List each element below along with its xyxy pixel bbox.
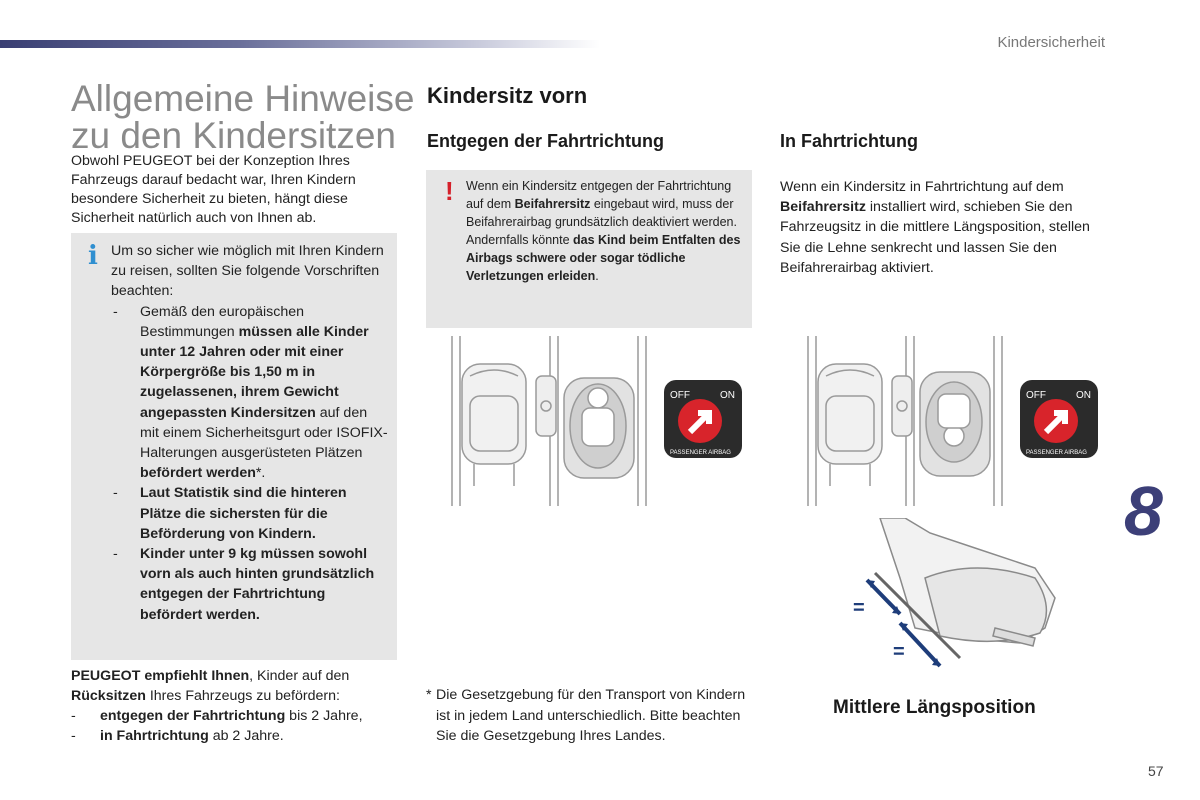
forward-facing-heading: In Fahrtrichtung xyxy=(780,131,918,151)
airbag-on-sign-2 xyxy=(1020,380,1098,458)
chapter-number: 8 xyxy=(1124,472,1163,550)
warning-icon: ! xyxy=(445,176,454,206)
seat-position-caption: Mittlere Längsposition xyxy=(833,697,1036,718)
info-text xyxy=(111,241,389,625)
footnote-text: Die Gesetzgebung für den Transport von Kindern ist in jedem Land unterschiedlich. Bitte beachten Sie die Gesetzgebung Ihres Landes. xyxy=(436,687,746,744)
forward-facing-illustration xyxy=(786,336,1116,514)
footnote xyxy=(426,685,746,747)
section-heading: Kindersitz vorn xyxy=(427,83,588,108)
airbag-on-label: ON xyxy=(720,390,735,401)
equal-mark-2: = xyxy=(893,641,905,663)
warning-text: Wenn ein Kindersitz entgegen der Fahrtrichtung auf dem Beifahrersitz eingebaut wird, muss der Beifahrerairbag grundsätzlich deaktiviert werden. Andernfalls könnte das Kind beim Entfalten des Airbags schwere oder sogar tödliche Verletzungen erleiden. xyxy=(466,179,741,283)
info-lead: Um so sicher wie möglich mit Ihren Kindern zu reisen, sollten Sie folgende Vorschriften beachten: xyxy=(111,243,384,300)
intro-paragraph: Obwohl PEUGEOT bei der Konzeption Ihres Fahrzeugs darauf bedacht war, Ihren Kindern besondere Sicherheit zu bieten, hängt diese Sicherheit natürlich auch von Ihnen ab. xyxy=(71,153,356,226)
title-line-2: zu den Kindersitzen xyxy=(71,115,396,156)
rear-facing-heading: Entgegen der Fahrtrichtung xyxy=(427,131,665,151)
info-icon: i xyxy=(88,241,98,271)
info-item-2: - Laut Statistik sind die hinteren Plätze die sichersten für die Beförderung von Kindern. xyxy=(113,485,347,542)
airbag-off-label: OFF xyxy=(1026,390,1046,401)
rear-facing-illustration xyxy=(430,336,760,514)
seat-position-illustration xyxy=(845,518,1060,678)
header-bar xyxy=(0,40,600,48)
page-number: 57 xyxy=(1148,763,1164,779)
forward-facing-text: Wenn ein Kindersitz in Fahrtrichtung auf dem Beifahrersitz installiert wird, schieben Sie den Fahrzeugsitz in die mittlere Längsposition, stellen Sie die Lehne senkrecht und lassen Sie den Beifahrerairbag aktiviert. xyxy=(780,179,1090,276)
airbag-ring-label: PASSENGER AIRBAG xyxy=(1026,450,1087,456)
section-label: Kindersicherheit xyxy=(997,34,1105,51)
airbag-off-sign-1 xyxy=(664,380,742,458)
dash: - xyxy=(113,485,118,502)
footnote-star: * xyxy=(426,687,432,703)
airbag-on-label: ON xyxy=(1076,390,1091,401)
airbag-off-label: OFF xyxy=(670,390,690,401)
dash: - xyxy=(113,546,118,563)
airbag-ring-label: PASSENGER AIRBAG xyxy=(670,450,731,456)
info-item-1: - Gemäß den europäischen Bestimmungen müssen alle Kinder unter 12 Jahren oder mit einer Körpergröße bis 1,50 m in zugelassenen, ihrem Gewicht angepassten Kindersitzen auf den mit einem Sicherheitsgurt oder ISOFIX-Halterungen ausgerüsteten Plätzen befördert werden*. xyxy=(113,303,388,482)
page-title xyxy=(71,80,414,154)
recommendation-item-1: - entgegen der Fahrtrichtung bis 2 Jahre, xyxy=(71,708,363,724)
info-item-3: - Kinder unter 9 kg müssen sowohl vorn als auch hinten grundsätzlich entgegen der Fahrtrichtung befördert werden. xyxy=(113,546,375,623)
equal-mark-1: = xyxy=(853,597,865,619)
recommendation-item-2: - in Fahrtrichtung ab 2 Jahre. xyxy=(71,728,284,744)
recommendation: PEUGEOT empfiehlt Ihnen, Kinder auf den Rücksitzen Ihres Fahrzeugs zu befördern: - entgegen der Fahrtrichtung bis 2 Jahre, - in Fahrtrichtung ab 2 Jahre. xyxy=(71,666,401,746)
dash: - xyxy=(113,303,118,320)
title-line-1: Allgemeine Hinweise xyxy=(71,78,415,119)
